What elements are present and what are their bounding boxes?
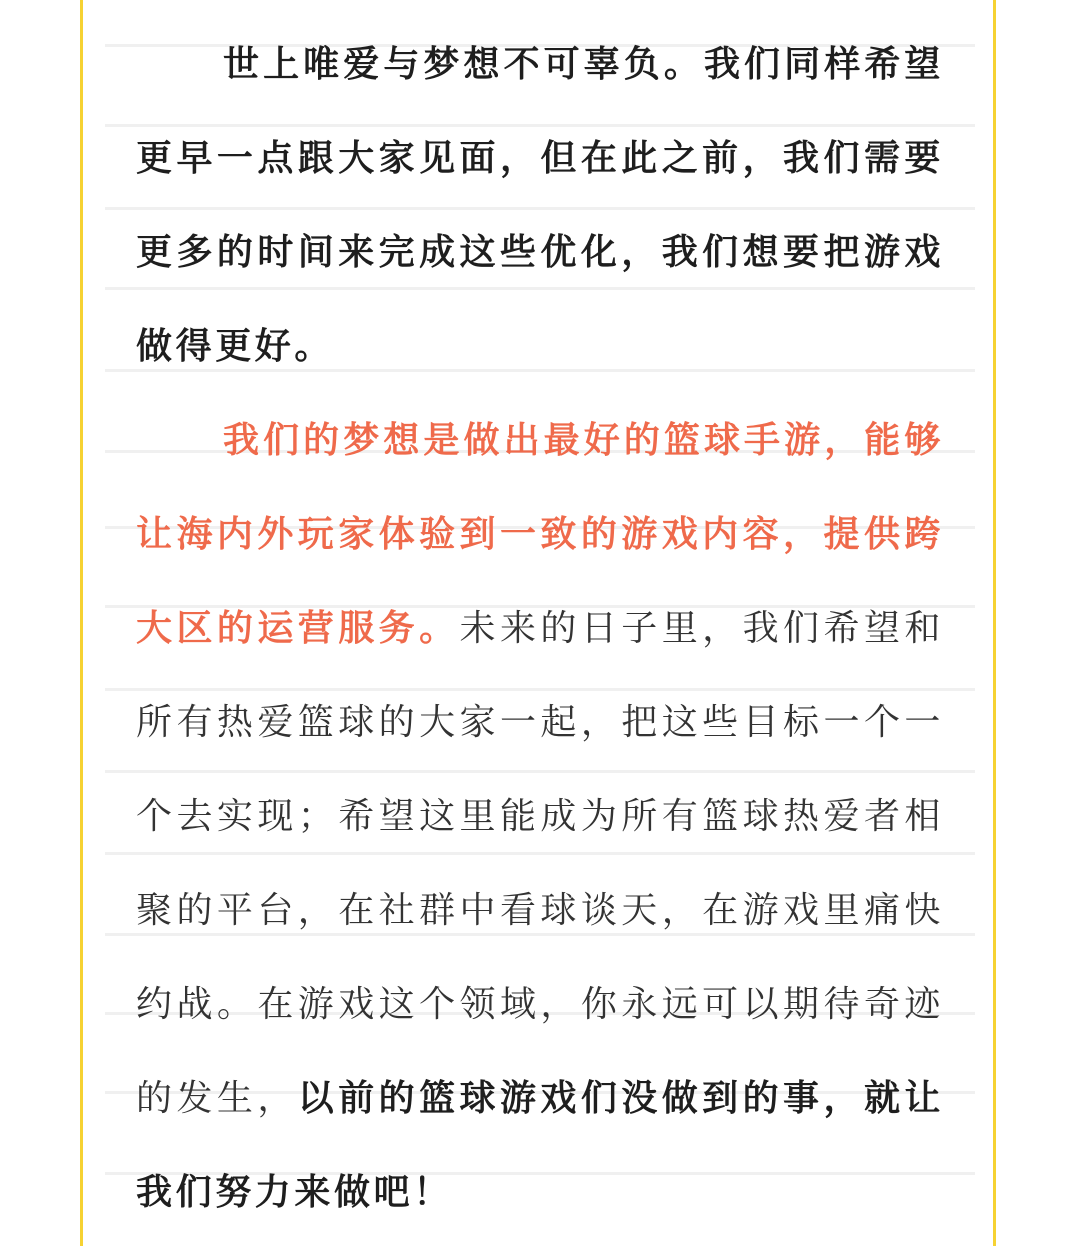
bold-closing-text: 以前的篮球游戏们没做到的事，就让我们努力来做吧！ <box>136 1078 944 1213</box>
article-body <box>136 18 944 1240</box>
body-text: 未来的日子里，我们希望和所有热爱篮球的大家一起，把这些目标一个一个去实现；希望这里能成为所有篮球热爱者相聚的平台，在社群中看球谈天，在游戏里痛快约战。在游戏这个领域，你永远可以期待奇迹的发生， <box>136 608 944 1119</box>
highlight-text: 我们的梦想是做出最好的篮球手游，能够让海内外玩家体验到一致的游戏内容，提供跨大区的运营服务。 <box>136 420 944 649</box>
paragraph-dream-and-delay: 世上唯爱与梦想不可辜负。我们同样希望更早一点跟大家见面，但在此之前，我们需要更多的时间来完成这些优化，我们想要把游戏做得更好。 <box>136 44 944 367</box>
paragraph-goals <box>136 394 944 1240</box>
